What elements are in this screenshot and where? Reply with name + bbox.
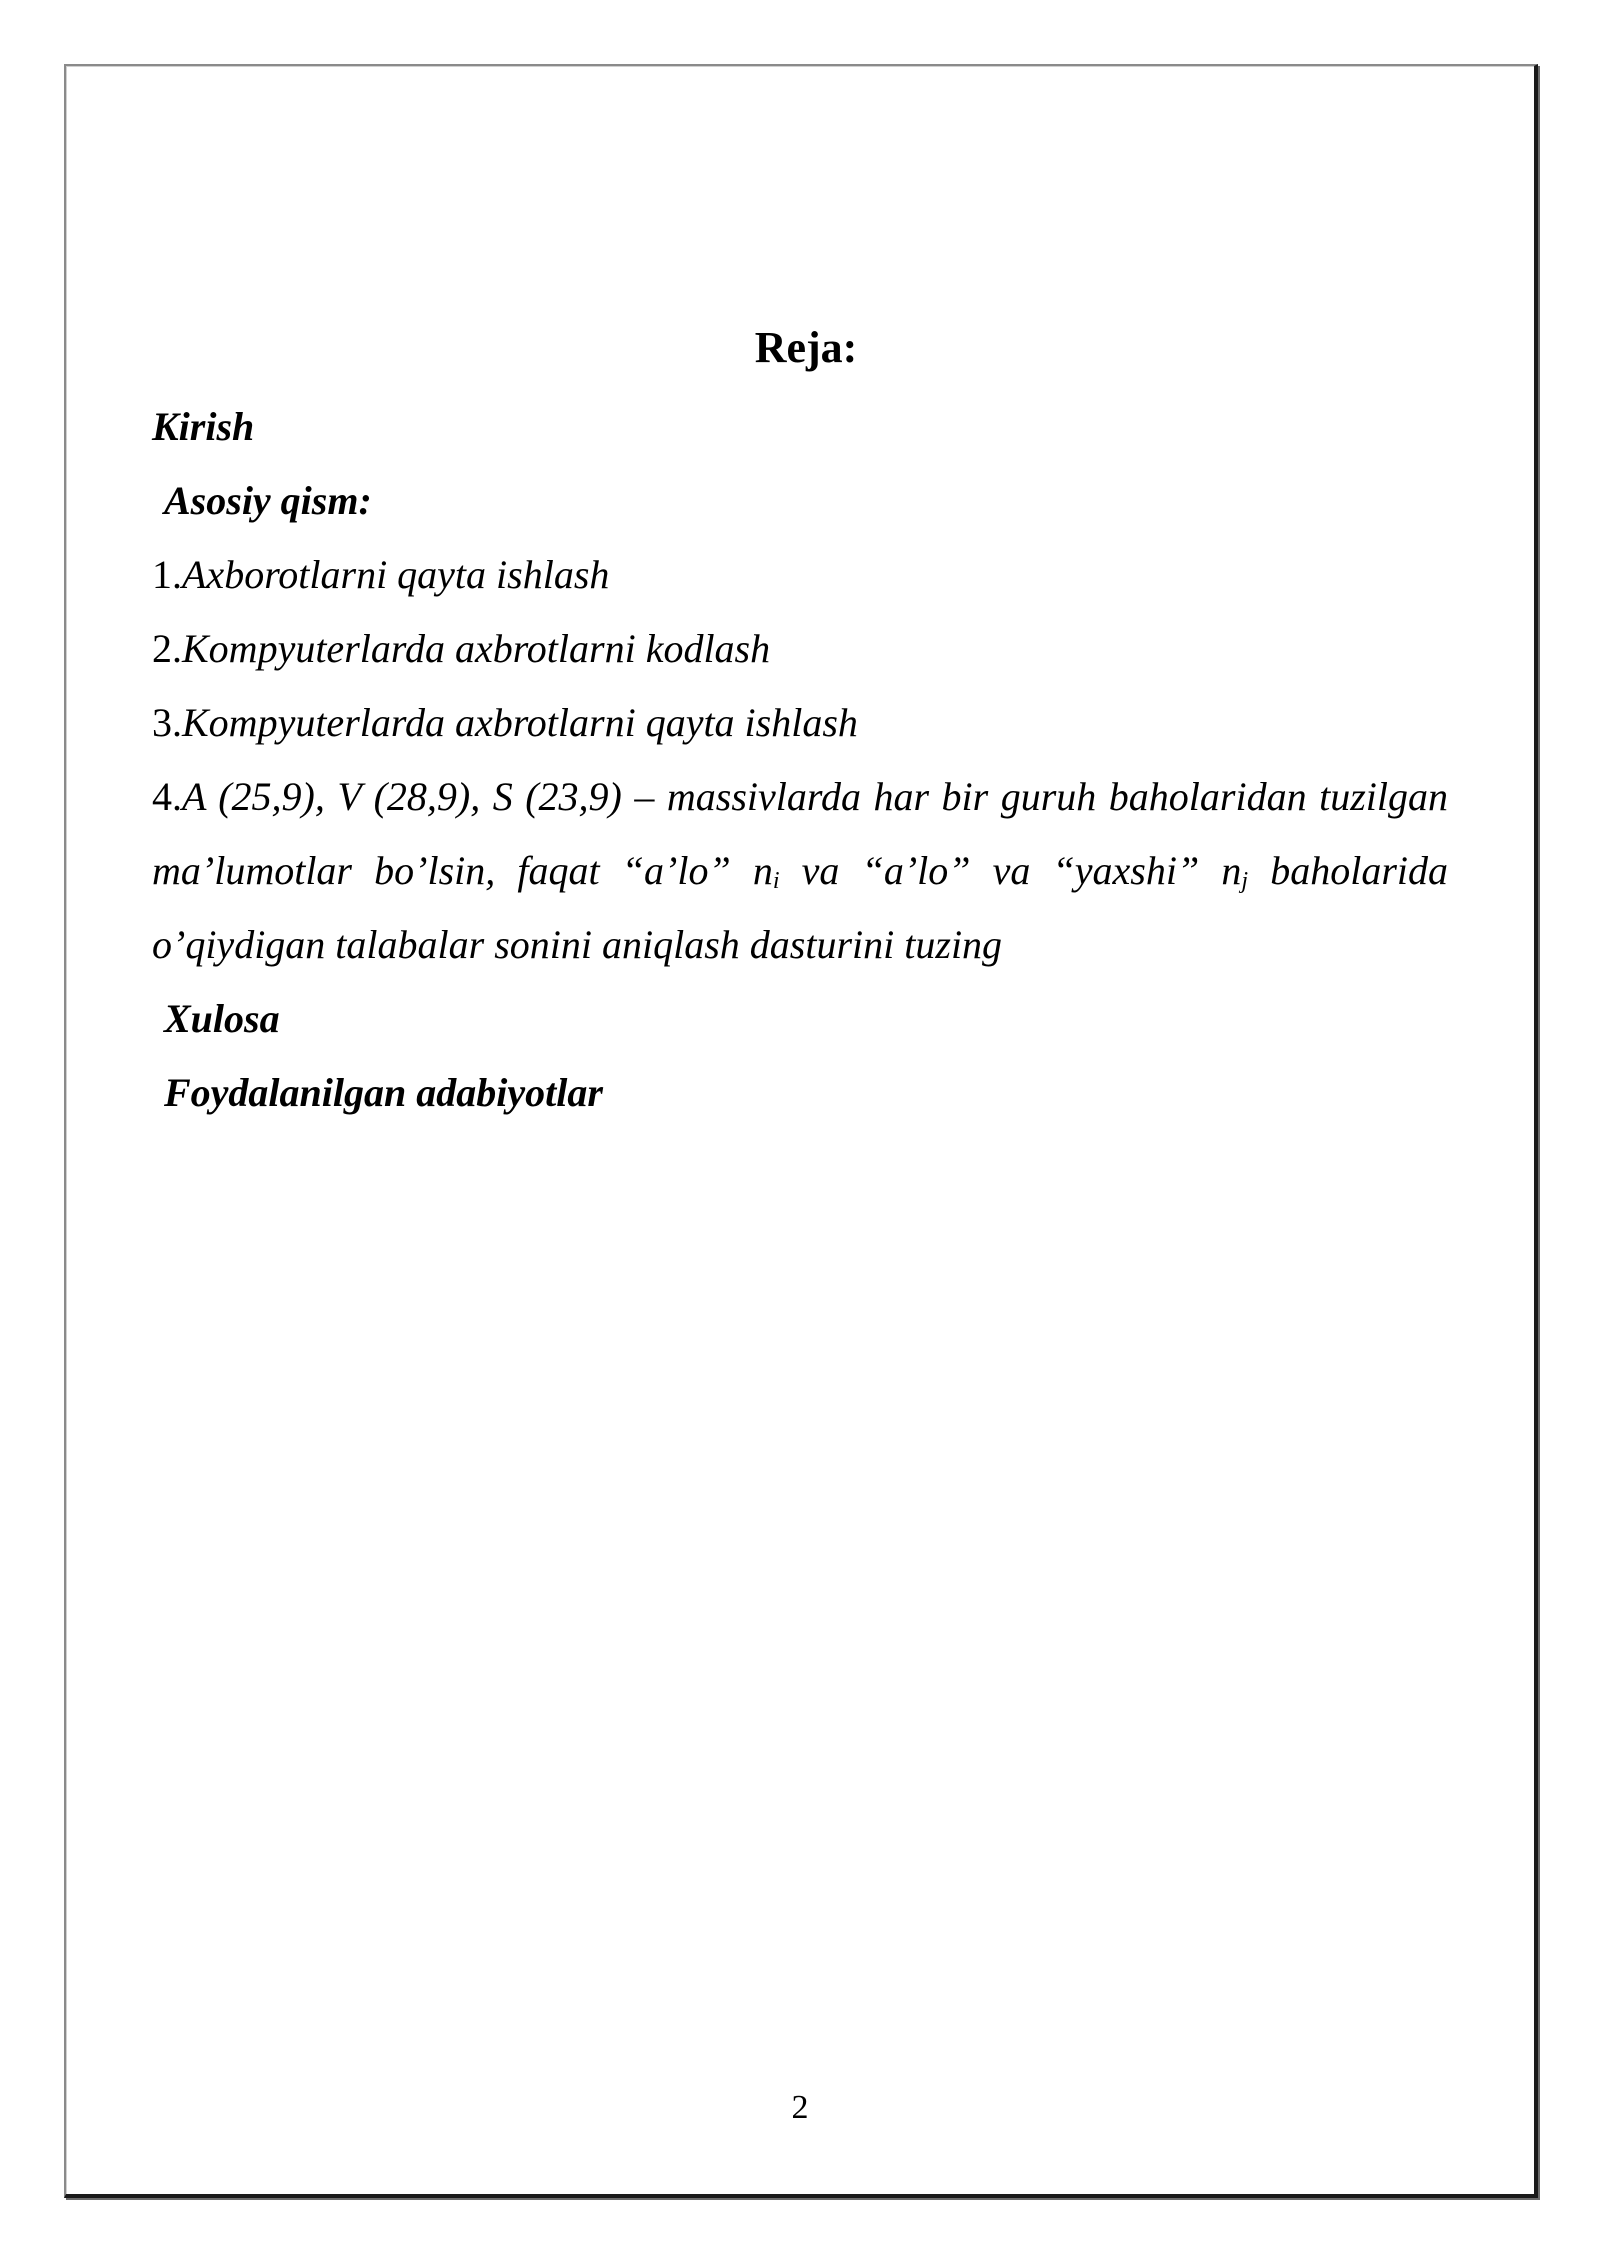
page-title: Reja: bbox=[754, 323, 858, 372]
list-item bbox=[152, 686, 1448, 760]
list-item-text-part-b: va “a’lo” va “yaxshi” n bbox=[779, 848, 1242, 893]
section-conclusion: Xulosa bbox=[164, 996, 280, 1041]
list-item-number: 1. bbox=[152, 552, 182, 597]
list-item-text-part-c: baholarida o’qiydigan talabalar sonini aniqlash dasturini tuzing bbox=[152, 848, 1449, 967]
subscript-j: j bbox=[1241, 868, 1249, 894]
list-item-number: 2. bbox=[152, 626, 182, 671]
list-item-text-part-a: A (25,9), V (28,9), S (23,9) – massivlarda har bir guruh baholaridan tuzilgan ma’lumotlar bo’lsin, faqat “a’lo” n bbox=[152, 774, 1448, 893]
list-item bbox=[152, 538, 1448, 612]
list-item bbox=[152, 612, 1448, 686]
section-intro: Kirish bbox=[152, 404, 255, 449]
list-item-text: Kompyuterlarda axbrotlarni qayta ishlash bbox=[182, 700, 858, 745]
list-item-number: 3. bbox=[152, 700, 182, 745]
list-item-text: Kompyuterlarda axbrotlarni kodlash bbox=[182, 626, 771, 671]
list-item-number: 4. bbox=[152, 774, 182, 819]
subscript-i: i bbox=[772, 868, 780, 894]
page-number: 2 bbox=[791, 2089, 809, 2126]
section-references: Foydalanilgan adabiyotlar bbox=[164, 1070, 603, 1115]
document-body bbox=[152, 318, 1448, 1130]
section-main-part: Asosiy qism: bbox=[164, 478, 372, 523]
list-item-text: Axborotlarni qayta ishlash bbox=[182, 552, 610, 597]
list-item bbox=[152, 760, 1448, 982]
